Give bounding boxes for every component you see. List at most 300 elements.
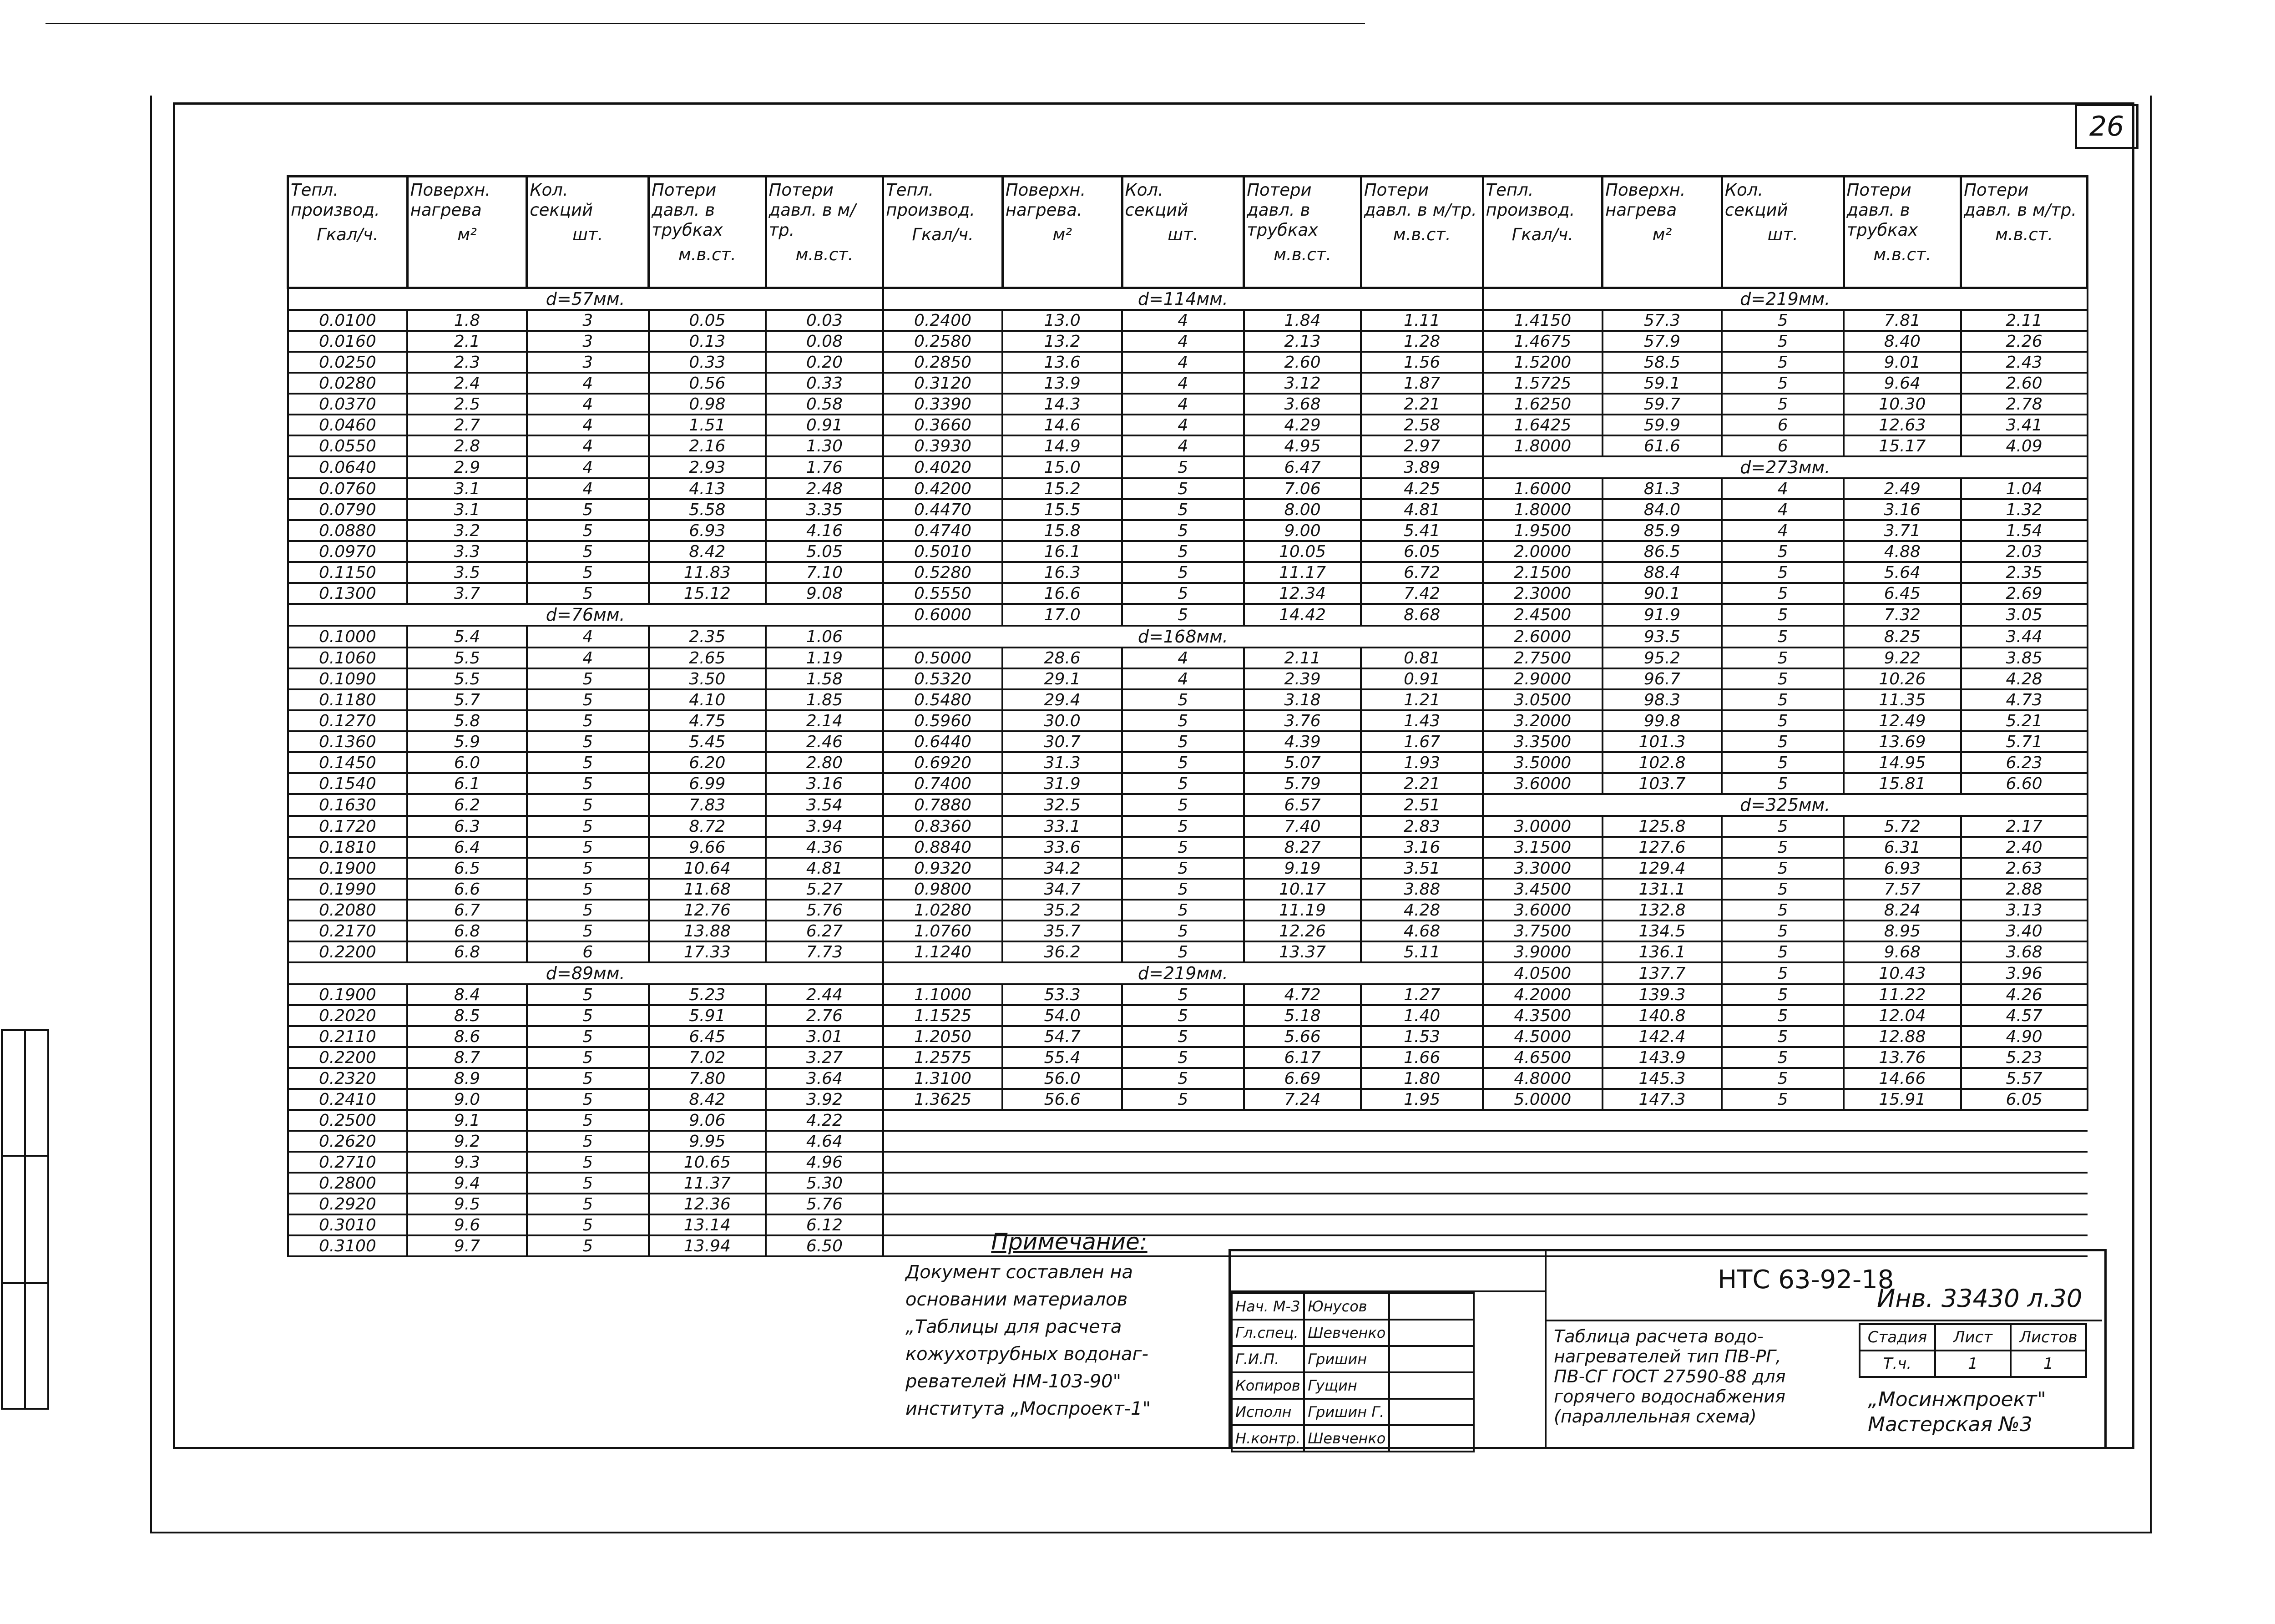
table-cell: 2.97: [1361, 435, 1483, 456]
table-cell: 5: [1122, 1068, 1244, 1089]
empty-cell: [1361, 1173, 1483, 1194]
table-cell: 6.93: [1844, 858, 1961, 879]
table-cell: 9.6: [407, 1214, 527, 1235]
table-cell: 5: [1722, 984, 1844, 1005]
table-cell: 0.1630: [288, 794, 408, 816]
column-header-l2: давл. в трубках: [652, 200, 723, 240]
table-cell: 3.3000: [1483, 858, 1603, 879]
table-cell: 2.21: [1361, 773, 1483, 794]
table-cell: 5: [1122, 837, 1244, 858]
diameter-section-header: d=168мм.: [883, 626, 1483, 648]
table-row: [288, 499, 2088, 520]
table-cell: 0.0460: [288, 415, 408, 435]
table-cell: 0.5320: [883, 668, 1003, 689]
outer-frame-bottom: [150, 1532, 2152, 1533]
workshop-name: Мастерская №3: [1868, 1413, 2032, 1436]
table-cell: 4: [527, 478, 649, 499]
table-cell: 12.36: [649, 1194, 766, 1214]
table-cell: 5.72: [1844, 816, 1961, 837]
sheet-header: Лист: [1935, 1324, 2011, 1351]
table-cell: 5: [1122, 689, 1244, 710]
data-table: [287, 175, 2088, 1257]
diameter-section-header: d=76мм.: [288, 604, 883, 626]
column-header-l2: нагрева: [1605, 200, 1677, 220]
table-cell: 15.81: [1844, 773, 1961, 794]
table-cell: 5: [527, 520, 649, 541]
table-row: [288, 921, 2088, 941]
column-header-unit: м.в.ст.: [678, 245, 736, 264]
frame-right: [2132, 102, 2134, 1449]
table-cell: 5: [1722, 562, 1844, 583]
table-cell: 3.0500: [1483, 689, 1603, 710]
table-cell: 88.4: [1603, 562, 1722, 583]
table-cell: 1.8000: [1483, 499, 1603, 520]
signature-cell: [1389, 1346, 1474, 1372]
table-cell: 91.9: [1603, 604, 1722, 626]
table-cell: 8.00: [1244, 499, 1361, 520]
table-row: [288, 984, 2088, 1005]
table-cell: 0.7880: [883, 794, 1003, 816]
empty-cell: [1244, 1152, 1361, 1173]
table-cell: 0.4200: [883, 478, 1003, 499]
empty-cell: [1483, 1110, 1603, 1131]
table-cell: 0.91: [766, 415, 883, 435]
table-cell: 15.17: [1844, 435, 1961, 456]
table-cell: 1.6250: [1483, 394, 1603, 415]
table-cell: 4.88: [1844, 541, 1961, 562]
table-cell: 0.58: [766, 394, 883, 415]
column-header-unit: м.в.ст.: [1274, 245, 1331, 264]
table-cell: 4.75: [649, 710, 766, 731]
scan-line-top: [46, 23, 1365, 24]
table-cell: 5: [527, 710, 649, 731]
table-cell: 0.3010: [288, 1214, 408, 1235]
table-cell: 5: [1122, 1047, 1244, 1068]
empty-cell: [1361, 1152, 1483, 1173]
signature-row: [1232, 1425, 1474, 1452]
table-cell: 4.64: [766, 1131, 883, 1152]
table-cell: 6.45: [1844, 583, 1961, 604]
table-cell: 54.0: [1002, 1005, 1122, 1026]
table-cell: 12.88: [1844, 1026, 1961, 1047]
table-cell: 5: [1122, 456, 1244, 478]
table-cell: 11.17: [1244, 562, 1361, 583]
table-cell: 14.95: [1844, 752, 1961, 773]
table-cell: 0.03: [766, 310, 883, 331]
table-cell: 5.9: [407, 731, 527, 752]
table-cell: 3.16: [766, 773, 883, 794]
table-cell: 5: [1722, 352, 1844, 373]
table-cell: 140.8: [1603, 1005, 1722, 1026]
table-row: [288, 415, 2088, 435]
table-cell: 0.3930: [883, 435, 1003, 456]
table-cell: 5: [1722, 900, 1844, 921]
table-cell: 3.40: [1961, 921, 2088, 941]
person-name: Шевченко: [1304, 1425, 1389, 1452]
table-cell: 0.1090: [288, 668, 408, 689]
table-cell: 0.6440: [883, 731, 1003, 752]
table-cell: 5.7: [407, 689, 527, 710]
table-cell: 3.16: [1361, 837, 1483, 858]
table-cell: 1.66: [1361, 1047, 1483, 1068]
table-cell: 3.2000: [1483, 710, 1603, 731]
column-header-unit: м²: [1652, 225, 1672, 244]
table-cell: 7.83: [649, 794, 766, 816]
inventory-number: Инв. 33430 л.30: [1877, 1284, 2083, 1313]
table-cell: 16.6: [1002, 583, 1122, 604]
table-cell: 6.47: [1244, 456, 1361, 478]
table-cell: 8.25: [1844, 626, 1961, 648]
table-cell: 15.91: [1844, 1089, 1961, 1110]
table-row: [288, 1005, 2088, 1026]
table-cell: 1.85: [766, 689, 883, 710]
table-cell: 9.5: [407, 1194, 527, 1214]
empty-cell: [1002, 1173, 1122, 1194]
table-cell: 9.01: [1844, 352, 1961, 373]
table-cell: 1.40: [1361, 1005, 1483, 1026]
table-cell: 5.57: [1961, 1068, 2088, 1089]
table-cell: 5: [1122, 900, 1244, 921]
table-cell: 5: [1122, 941, 1244, 962]
table-cell: 7.32: [1844, 604, 1961, 626]
table-cell: 12.26: [1244, 921, 1361, 941]
sheets-header: Листов: [2011, 1324, 2086, 1351]
table-cell: 4: [527, 456, 649, 478]
empty-cell: [1002, 1152, 1122, 1173]
table-cell: 5: [1722, 1047, 1844, 1068]
table-cell: 0.1360: [288, 731, 408, 752]
table-cell: 36.2: [1002, 941, 1122, 962]
table-cell: 61.6: [1603, 435, 1722, 456]
table-cell: 5: [527, 837, 649, 858]
column-header-unit: м²: [1052, 225, 1072, 244]
table-cell: 0.7400: [883, 773, 1003, 794]
table-cell: 30.0: [1002, 710, 1122, 731]
table-cell: 5.41: [1361, 520, 1483, 541]
table-cell: 3.12: [1244, 373, 1361, 394]
table-cell: 1.1000: [883, 984, 1003, 1005]
table-cell: 5: [1122, 731, 1244, 752]
table-cell: 1.84: [1244, 310, 1361, 331]
table-cell: 1.4150: [1483, 310, 1603, 331]
table-row: [288, 648, 2088, 668]
table-cell: 7.24: [1244, 1089, 1361, 1110]
empty-cell: [1961, 1173, 2088, 1194]
table-cell: 2.51: [1361, 794, 1483, 816]
table-cell: 4: [527, 648, 649, 668]
table-cell: 4: [527, 435, 649, 456]
table-cell: 0.2200: [288, 1047, 408, 1068]
column-header-l1: Потери: [768, 180, 834, 200]
table-cell: 2.60: [1244, 352, 1361, 373]
table-cell: 132.8: [1603, 900, 1722, 921]
empty-cell: [1361, 1214, 1483, 1235]
table-cell: 99.8: [1603, 710, 1722, 731]
diameter-section-header: d=219мм.: [883, 962, 1483, 984]
table-cell: 0.2620: [288, 1131, 408, 1152]
table-cell: 5: [527, 583, 649, 604]
table-cell: 1.0280: [883, 900, 1003, 921]
table-cell: 0.2400: [883, 310, 1003, 331]
table-cell: 4: [1122, 352, 1244, 373]
table-cell: 15.5: [1002, 499, 1122, 520]
table-cell: 4.36: [766, 837, 883, 858]
table-cell: 1.51: [649, 415, 766, 435]
table-cell: 5: [1722, 1068, 1844, 1089]
column-header: [766, 177, 883, 288]
table-cell: 0.5280: [883, 562, 1003, 583]
table-row: [288, 478, 2088, 499]
table-cell: 1.9500: [1483, 520, 1603, 541]
table-cell: 1.95: [1361, 1089, 1483, 1110]
table-cell: 6: [527, 941, 649, 962]
table-cell: 3.16: [1844, 499, 1961, 520]
table-cell: 5: [1722, 648, 1844, 668]
table-cell: 4.22: [766, 1110, 883, 1131]
empty-cell: [1603, 1152, 1722, 1173]
table-cell: 3.76: [1244, 710, 1361, 731]
table-cell: 1.4675: [1483, 331, 1603, 352]
table-cell: 5.58: [649, 499, 766, 520]
column-header-l2: нагрева: [410, 200, 482, 220]
empty-cell: [1603, 1131, 1722, 1152]
role-label: Г.И.П.: [1232, 1346, 1304, 1372]
table-row: [288, 837, 2088, 858]
table-cell: 53.3: [1002, 984, 1122, 1005]
table-cell: 3.94: [766, 816, 883, 837]
table-cell: 3.27: [766, 1047, 883, 1068]
person-name: Юнусов: [1304, 1293, 1389, 1320]
table-cell: 6.7: [407, 900, 527, 921]
table-row: [288, 604, 2088, 626]
table-cell: 34.2: [1002, 858, 1122, 879]
table-cell: 5: [527, 773, 649, 794]
table-cell: 2.93: [649, 456, 766, 478]
table-cell: 5: [1722, 541, 1844, 562]
table-cell: 1.5200: [1483, 352, 1603, 373]
table-cell: 84.0: [1603, 499, 1722, 520]
table-cell: 29.1: [1002, 668, 1122, 689]
table-cell: 6.60: [1961, 773, 2088, 794]
table-cell: 5: [527, 1047, 649, 1068]
column-header: [527, 177, 649, 288]
table-cell: 5.05: [766, 541, 883, 562]
table-row: [288, 900, 2088, 921]
empty-cell: [1844, 1110, 1961, 1131]
table-cell: 2.1: [407, 331, 527, 352]
table-cell: 3.68: [1244, 394, 1361, 415]
empty-cell: [1722, 1194, 1844, 1214]
table-cell: 31.9: [1002, 773, 1122, 794]
column-header: [288, 177, 408, 288]
table-cell: 0.0550: [288, 435, 408, 456]
table-row: [288, 668, 2088, 689]
table-cell: 5: [527, 879, 649, 900]
table-cell: 8.7: [407, 1047, 527, 1068]
table-cell: 0.5550: [883, 583, 1003, 604]
table-cell: 1.56: [1361, 352, 1483, 373]
table-cell: 5: [527, 1194, 649, 1214]
table-cell: 3.3: [407, 541, 527, 562]
stage-table: [1859, 1323, 2087, 1378]
table-cell: 0.2710: [288, 1152, 408, 1173]
table-cell: 5: [1722, 1089, 1844, 1110]
empty-cell: [1244, 1214, 1361, 1235]
empty-cell: [1603, 1110, 1722, 1131]
table-cell: 0.0160: [288, 331, 408, 352]
column-header: [1244, 177, 1361, 288]
table-cell: 5: [1122, 541, 1244, 562]
table-cell: 5: [1122, 1005, 1244, 1026]
sheet-value: 1: [1935, 1351, 2011, 1377]
signature-cell: [1389, 1320, 1474, 1346]
diameter-section-header: d=325мм.: [1483, 794, 2087, 816]
table-cell: 145.3: [1603, 1068, 1722, 1089]
column-header-l2: давл. в м/тр.: [1964, 200, 2077, 220]
table-cell: 7.42: [1361, 583, 1483, 604]
table-cell: 86.5: [1603, 541, 1722, 562]
table-cell: 13.94: [649, 1235, 766, 1256]
table-cell: 4: [1122, 668, 1244, 689]
table-cell: 0.5960: [883, 710, 1003, 731]
table-row: [288, 288, 2088, 310]
table-cell: 2.21: [1361, 394, 1483, 415]
table-cell: 5: [527, 668, 649, 689]
table-cell: 4.10: [649, 689, 766, 710]
table-row: [288, 710, 2088, 731]
table-cell: 139.3: [1603, 984, 1722, 1005]
table-row: [288, 520, 2088, 541]
column-header-l2: секций: [530, 200, 593, 220]
table-cell: 3: [527, 331, 649, 352]
empty-cell: [883, 1152, 1003, 1173]
column-header: [649, 177, 766, 288]
column-header-l2: нагрева.: [1005, 200, 1082, 220]
table-cell: 2.11: [1244, 648, 1361, 668]
table-cell: 2.03: [1961, 541, 2088, 562]
table-cell: 8.72: [649, 816, 766, 837]
column-header-l1: Поверхн.: [1605, 180, 1686, 200]
table-cell: 55.4: [1002, 1047, 1122, 1068]
table-cell: 7.40: [1244, 816, 1361, 837]
outer-frame-right: [2150, 96, 2152, 1533]
drawing-description: Таблица расчета водо- нагревателей тип ПВ-РГ, ПВ-СГ ГОСТ 27590-88 для горячего водоснабжения (параллельная схема): [1554, 1326, 1786, 1427]
table-cell: 2.80: [766, 752, 883, 773]
empty-cell: [1361, 1110, 1483, 1131]
table-cell: 1.54: [1961, 520, 2088, 541]
table-cell: 5.76: [766, 1194, 883, 1214]
empty-cell: [1361, 1131, 1483, 1152]
table-cell: 137.7: [1603, 962, 1722, 984]
table-cell: 2.26: [1961, 331, 2088, 352]
table-cell: 3.1: [407, 499, 527, 520]
table-cell: 6: [1722, 435, 1844, 456]
column-header: [1361, 177, 1483, 288]
signature-cell: [1389, 1425, 1474, 1452]
table-cell: 142.4: [1603, 1026, 1722, 1047]
table-cell: 5.76: [766, 900, 883, 921]
empty-cell: [1244, 1131, 1361, 1152]
empty-cell: [1722, 1214, 1844, 1235]
table-cell: 9.1: [407, 1110, 527, 1131]
column-header-unit: шт.: [572, 225, 603, 244]
table-cell: 5: [1722, 1005, 1844, 1026]
table-cell: 5: [1722, 752, 1844, 773]
column-header-unit: м.в.ст.: [1995, 225, 2053, 244]
table-row: [288, 794, 2088, 816]
table-cell: 8.6: [407, 1026, 527, 1047]
table-cell: 31.3: [1002, 752, 1122, 773]
table-cell: 98.3: [1603, 689, 1722, 710]
table-cell: 11.19: [1244, 900, 1361, 921]
table-cell: 2.4: [407, 373, 527, 394]
note-block: [905, 1229, 1233, 1422]
table-cell: 3.1: [407, 478, 527, 499]
table-cell: 2.60: [1961, 373, 2088, 394]
table-cell: 16.3: [1002, 562, 1122, 583]
table-cell: 2.8: [407, 435, 527, 456]
table-cell: 3.51: [1361, 858, 1483, 879]
table-cell: 2.49: [1844, 478, 1961, 499]
table-cell: 0.8360: [883, 816, 1003, 837]
column-header-l2: давл. в м/тр.: [768, 200, 856, 240]
table-cell: 5.66: [1244, 1026, 1361, 1047]
table-cell: 5: [1722, 921, 1844, 941]
table-cell: 81.3: [1603, 478, 1722, 499]
table-cell: 6.6: [407, 879, 527, 900]
table-cell: 6.2: [407, 794, 527, 816]
table-cell: 4: [1722, 499, 1844, 520]
table-cell: 3.2: [407, 520, 527, 541]
column-header-unit: м.в.ст.: [795, 245, 854, 264]
table-cell: 134.5: [1603, 921, 1722, 941]
signature-row: [1232, 1372, 1474, 1399]
table-cell: 6.3: [407, 816, 527, 837]
table-cell: 2.35: [649, 626, 766, 648]
table-cell: 2.76: [766, 1005, 883, 1026]
table-cell: 5.91: [649, 1005, 766, 1026]
table-cell: 4.68: [1361, 921, 1483, 941]
table-cell: 0.2020: [288, 1005, 408, 1026]
empty-cell: [1844, 1194, 1961, 1214]
table-cell: 57.9: [1603, 331, 1722, 352]
table-row: [288, 941, 2088, 962]
table-cell: 0.6000: [883, 604, 1003, 626]
table-cell: 3.01: [766, 1026, 883, 1047]
title-block: [1228, 1249, 2107, 1449]
table-cell: 5: [1722, 962, 1844, 984]
table-cell: 1.1525: [883, 1005, 1003, 1026]
table-cell: 0.1270: [288, 710, 408, 731]
table-cell: 0.1180: [288, 689, 408, 710]
empty-cell: [1483, 1173, 1603, 1194]
table-cell: 2.58: [1361, 415, 1483, 435]
table-cell: 4.26: [1961, 984, 2088, 1005]
table-cell: 5.64: [1844, 562, 1961, 583]
table-cell: 4.95: [1244, 435, 1361, 456]
table-cell: 1.1240: [883, 941, 1003, 962]
table-cell: 10.43: [1844, 962, 1961, 984]
table-cell: 17.0: [1002, 604, 1122, 626]
table-cell: 5: [1122, 816, 1244, 837]
table-cell: 5: [527, 1026, 649, 1047]
table-cell: 8.4: [407, 984, 527, 1005]
empty-cell: [1483, 1152, 1603, 1173]
table-cell: 4: [1122, 310, 1244, 331]
table-cell: 4: [1122, 394, 1244, 415]
table-cell: 4: [1722, 478, 1844, 499]
table-cell: 2.0000: [1483, 541, 1603, 562]
